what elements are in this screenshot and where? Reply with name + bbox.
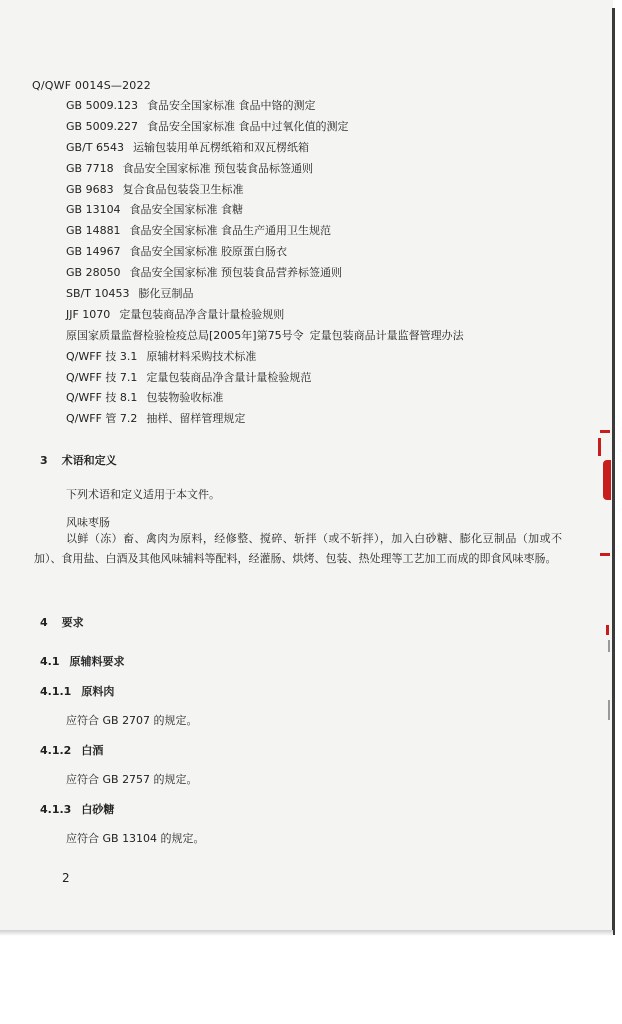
clause-4-1-1-text: 应符合 GB 2707 的规定。 <box>66 714 198 727</box>
page-number: 2 <box>62 871 70 885</box>
reference-code: GB 14967 <box>66 245 121 259</box>
section-title: 术语和定义 <box>61 454 117 467</box>
section-number: 3 <box>40 454 48 467</box>
scan-speck <box>608 640 610 652</box>
seal-fragment <box>600 553 610 556</box>
reference-item <box>66 159 464 180</box>
clause-number: 4.1.3 <box>40 803 72 816</box>
reference-title: 食品安全国家标准 食品中过氧化值的测定 <box>147 119 349 133</box>
section-title: 原辅料要求 <box>69 655 125 668</box>
reference-item <box>66 263 464 284</box>
section-4-heading <box>40 614 84 630</box>
seal-fragment <box>603 460 611 500</box>
clause-4-1-2-text: 应符合 GB 2757 的规定。 <box>66 773 198 786</box>
clause-4-1-1-heading <box>40 683 114 699</box>
reference-item <box>66 347 464 368</box>
reference-item <box>66 409 464 430</box>
reference-code: GB 5009.123 <box>66 99 139 112</box>
reference-code: Q/WFF 技 3.1 <box>66 349 138 363</box>
reference-code: 原国家质量监督检验检疫总局[2005年]第75号令 <box>66 328 304 342</box>
reference-title: 食品安全国家标准 食糖 <box>129 203 244 217</box>
seal-fragment <box>600 430 610 433</box>
section-title: 要求 <box>61 616 84 629</box>
reference-item <box>66 242 464 263</box>
section-3-intro: 下列术语和定义适用于本文件。 <box>66 488 220 501</box>
reference-title: 膨化豆制品 <box>138 287 194 301</box>
reference-code: Q/WFF 管 7.2 <box>66 412 138 426</box>
section-4-1-heading <box>40 653 125 669</box>
reference-code: GB 9683 <box>66 182 114 196</box>
reference-item <box>66 284 464 305</box>
reference-code: GB 7718 <box>66 161 114 175</box>
reference-code: GB/T 6543 <box>66 140 124 154</box>
clause-4-1-3-text: 应符合 GB 13104 的规定。 <box>66 832 205 845</box>
reference-title: 复合食品包装袋卫生标准 <box>122 182 244 196</box>
reference-title: 抽样、留样管理规定 <box>146 412 246 426</box>
clause-title: 白砂糖 <box>81 803 115 816</box>
clause-title: 白酒 <box>81 744 104 757</box>
clause-number: 4.1.2 <box>40 744 72 757</box>
reference-code: Q/WFF 技 8.1 <box>66 391 138 405</box>
reference-item <box>66 368 464 389</box>
reference-code: GB 14881 <box>66 224 121 238</box>
reference-code: SB/T 10453 <box>66 287 130 301</box>
clause-4-1-2-heading <box>40 742 103 758</box>
reference-item <box>66 305 464 326</box>
reference-title: 食品安全国家标准 预包装食品营养标签通则 <box>129 266 343 280</box>
clause-number: 4.1.1 <box>40 685 72 698</box>
page-bottom-shadow <box>0 930 613 936</box>
scan-speck <box>608 700 610 720</box>
clause-4-1-3-heading <box>40 801 114 817</box>
reference-item <box>66 96 464 117</box>
reference-title: 运输包装用单瓦楞纸箱和双瓦楞纸箱 <box>133 140 309 154</box>
reference-code: GB 13104 <box>66 203 121 217</box>
term-name: 风味枣肠 <box>66 516 110 529</box>
section-number: 4.1 <box>40 655 60 668</box>
reference-code: GB 5009.227 <box>66 119 139 133</box>
reference-code: GB 28050 <box>66 266 121 280</box>
normative-references-list <box>66 96 464 430</box>
section-3-heading <box>40 452 117 468</box>
reference-item <box>66 138 464 159</box>
reference-item <box>66 221 464 242</box>
reference-item <box>66 326 464 347</box>
reference-title: 食品安全国家标准 胶原蛋白肠衣 <box>129 245 288 259</box>
page-edge <box>612 8 615 935</box>
reference-item <box>66 388 464 409</box>
reference-title: 定量包装商品计量监督管理办法 <box>309 328 464 342</box>
reference-title: 包装物验收标准 <box>146 391 224 405</box>
reference-code: Q/WFF 技 7.1 <box>66 370 138 384</box>
reference-title: 食品安全国家标准 食品中铬的测定 <box>147 99 316 112</box>
term-definition: 以鲜（冻）畜、禽肉为原料，经修整、搅碎、斩拌（或不斩拌），加入白砂糖、膨化豆制品（加或不加）、食用盐、白酒及其他风味辅料等配料，经灌肠、烘烤、包装、热处理等工艺加工而成的即食风味枣肠。 <box>34 532 562 565</box>
reference-item <box>66 180 464 201</box>
reference-title: 定量包装商品净含量计量检验规则 <box>119 307 285 321</box>
clause-title: 原料肉 <box>81 685 115 698</box>
reference-item <box>66 117 464 138</box>
seal-fragment <box>606 625 609 635</box>
seal-fragment <box>598 438 601 456</box>
reference-title: 原辅材料采购技术标准 <box>146 349 257 363</box>
reference-title: 食品安全国家标准 食品生产通用卫生规范 <box>129 224 332 238</box>
section-number: 4 <box>40 616 48 629</box>
document-code: Q/QWF 0014S—2022 <box>32 79 151 92</box>
reference-title: 食品安全国家标准 预包装食品标签通则 <box>122 161 314 175</box>
reference-item <box>66 200 464 221</box>
reference-title: 定量包装商品净含量计量检验规范 <box>146 370 312 384</box>
reference-code: JJF 1070 <box>66 307 111 321</box>
